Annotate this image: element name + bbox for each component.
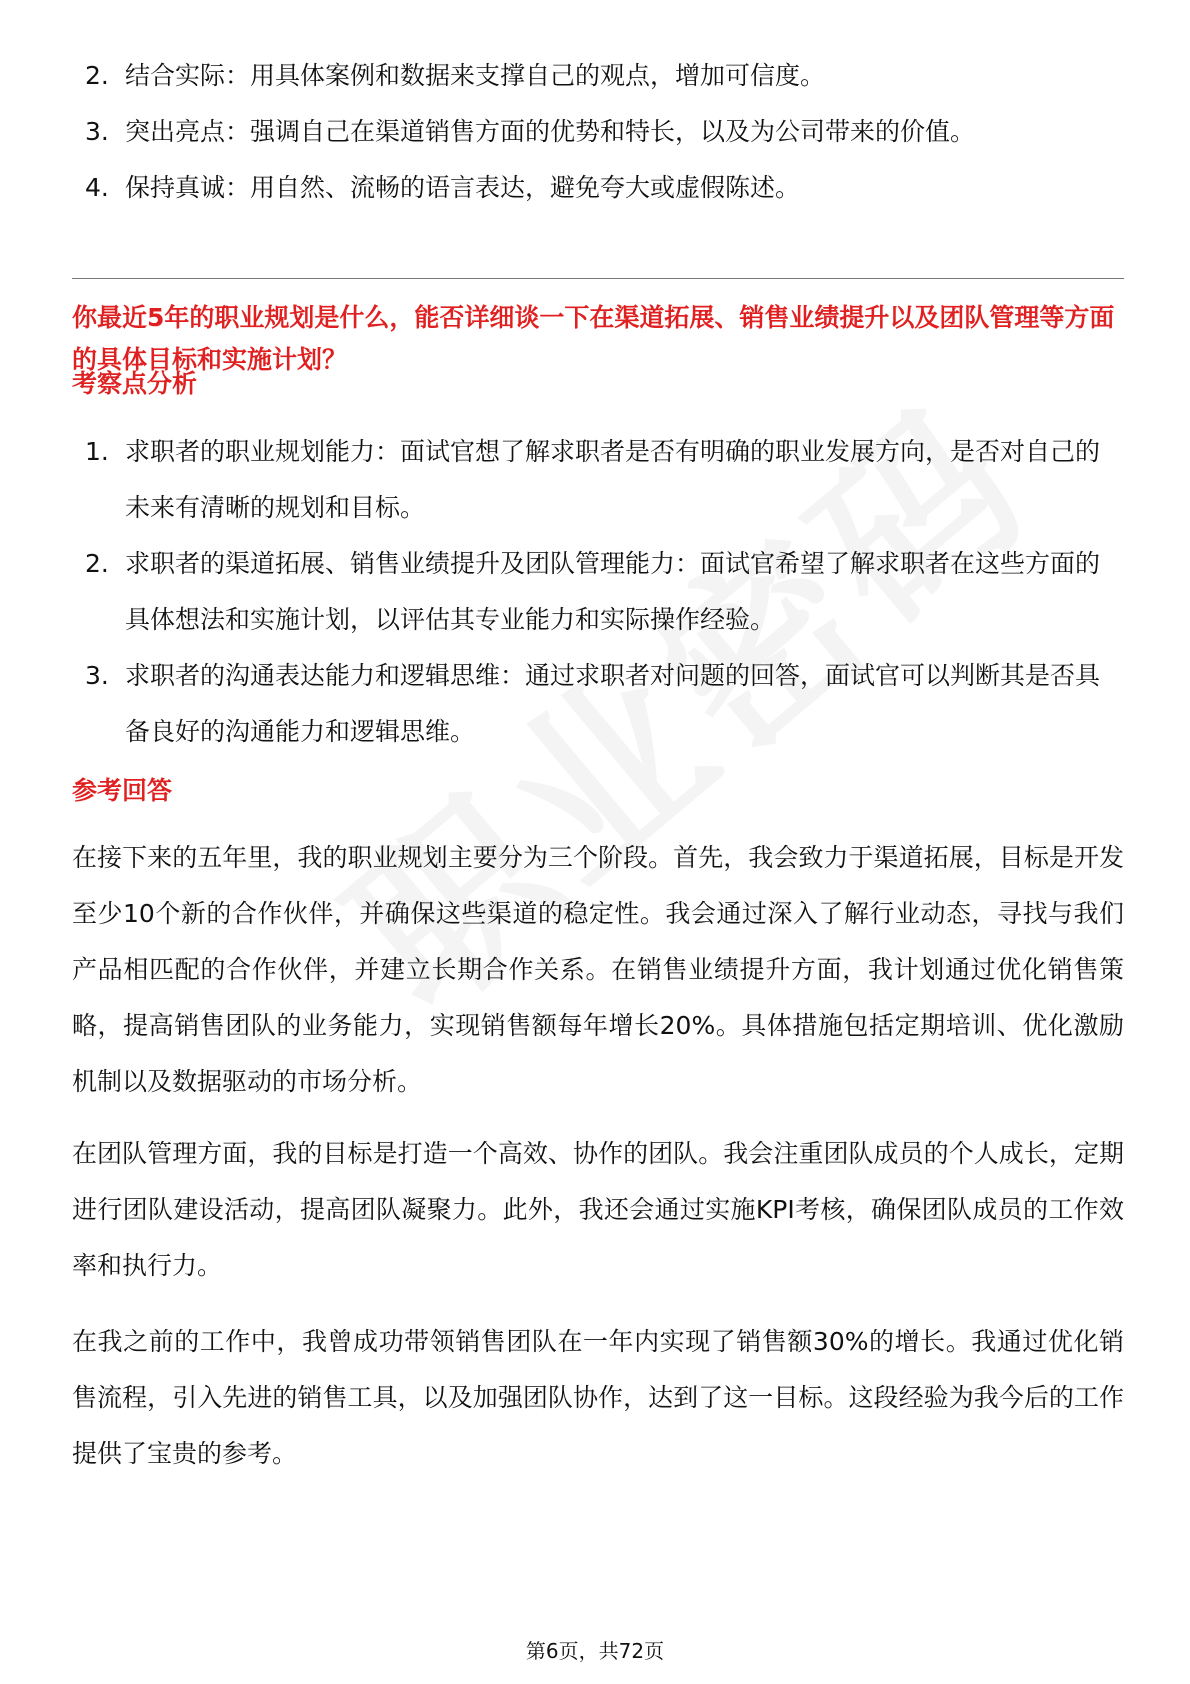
list-item: [72, 536, 1122, 648]
answer-paragraph: 在接下来的五年里，我的职业规划主要分为三个阶段。首先，我会致力于渠道拓展，目标是开发至少10个新的合作伙伴，并确保这些渠道的稳定性。我会通过深入了解行业动态，寻找与我们产品相匹配的合作伙伴，并建立长期合作关系。在销售业绩提升方面，我计划通过优化销售策略，提高销售团队的业务能力，实现销售额每年增长20%。具体措施包括定期培训、优化激励机制以及数据驱动的市场分析。: [72, 843, 1124, 1096]
list-number: 4.: [85, 173, 109, 202]
list-text: 结合实际：用具体案例和数据来支撑自己的观点，增加可信度。: [125, 61, 826, 90]
list-number: 2.: [85, 61, 109, 90]
list-number: 2.: [85, 549, 109, 578]
answer-paragraph: 在我之前的工作中，我曾成功带领销售团队在一年内实现了销售额30%的增长。我通过优化销售流程，引入先进的销售工具，以及加强团队协作，达到了这一目标。这段经验为我今后的工作提供了宝贵的参考。: [72, 1327, 1124, 1468]
list-text: 求职者的沟通表达能力和逻辑思维：通过求职者对问题的回答，面试官可以判断其是否具备良好的沟通能力和逻辑思维。: [125, 661, 1101, 746]
list-item: [72, 424, 1122, 536]
page-number: 第6页，共72页: [525, 1639, 665, 1663]
list-number: 3.: [85, 661, 109, 690]
list-item: [72, 648, 1122, 760]
section-divider: [72, 278, 1124, 279]
analysis-heading: 考察点分析: [72, 369, 198, 398]
answer-paragraph: 在团队管理方面，我的目标是打造一个高效、协作的团队。我会注重团队成员的个人成长，定期进行团队建设活动，提高团队凝聚力。此外，我还会通过实施KPI考核，确保团队成员的工作效率和执行力。: [72, 1139, 1124, 1280]
list-item: [72, 160, 1122, 216]
list-text: 求职者的职业规划能力：面试官想了解求职者是否有明确的职业发展方向，是否对自己的未来有清晰的规划和目标。: [125, 437, 1101, 522]
list-text: 求职者的渠道拓展、销售业绩提升及团队管理能力：面试官希望了解求职者在这些方面的具体想法和实施计划，以评估其专业能力和实际操作经验。: [125, 549, 1101, 634]
list-number: 1.: [85, 437, 109, 466]
list-item: [72, 48, 1122, 104]
list-text: 突出亮点：强调自己在渠道销售方面的优势和特长，以及为公司带来的价值。: [125, 117, 976, 146]
tips-list: [72, 48, 1122, 216]
interview-question: 你最近5年的职业规划是什么，能否详细谈一下在渠道拓展、销售业绩提升以及团队管理等方面的具体目标和实施计划？: [72, 303, 1115, 374]
list-number: 3.: [85, 117, 109, 146]
answer-heading: 参考回答: [72, 776, 173, 805]
list-text: 保持真诚：用自然、流畅的语言表达，避免夸大或虚假陈述。: [125, 173, 801, 202]
list-item: [72, 104, 1122, 160]
analysis-list: [72, 424, 1122, 760]
